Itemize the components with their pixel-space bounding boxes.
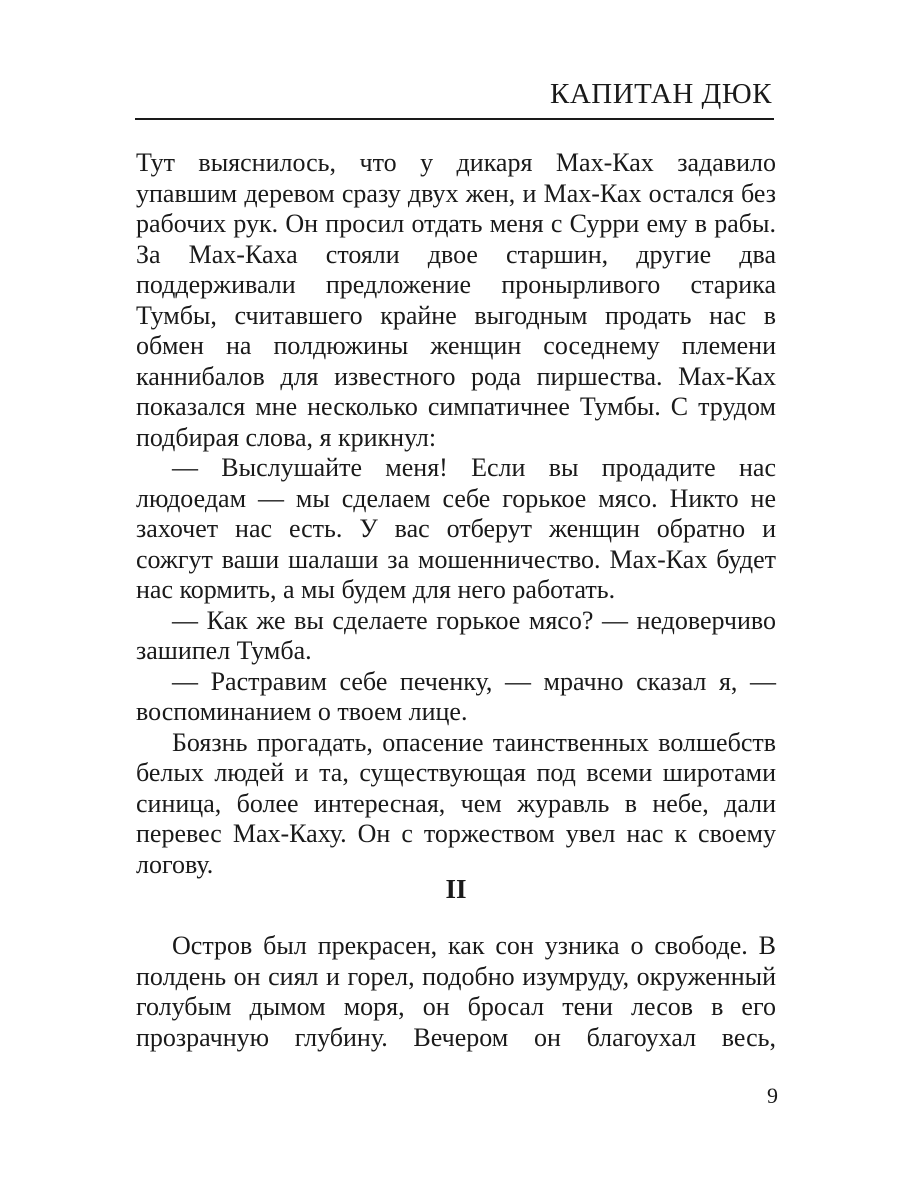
- running-header-title: КАПИТАН ДЮК: [549, 78, 772, 110]
- section-heading-block: [136, 874, 776, 905]
- section-text: [136, 931, 776, 1053]
- section-heading: II: [445, 874, 467, 904]
- paragraph: — Выслушайте меня! Если вы продадите нас людоедам — мы сделаем себе горькое мясо. Никто не захочет нас есть. У вас отберут женщин обратно и сожгут ваши шалаши за мошенничество. Мах-Ках будет нас кормить, а мы будем для него работать.: [136, 453, 776, 604]
- paragraph: Боязнь прогадать, опасение таинственных волшебств белых людей и та, существующая под всеми широтами синица, более интересная, чем журавль в небе, дали перевес Мах-Каху. Он с торжеством увел нас к своему логову.: [136, 727, 776, 879]
- main-text: [136, 148, 776, 880]
- paragraph: — Растравим себе печенку, — мрачно сказал я, — воспоминанием о твоем лице.: [136, 666, 776, 726]
- paragraph: Остров был прекрасен, как сон узника о свободе. В полдень он сиял и горел, подобно изумруду, окруженный голубым дымом моря, он бросал тени лесов в его прозрачную глубину. Вечером он благоухал весь,: [136, 931, 776, 1052]
- header-rule: [135, 118, 774, 120]
- paragraph: — Как же вы сделаете горькое мясо? — недоверчиво зашипел Тумба.: [136, 605, 776, 665]
- page-number: 9: [767, 1083, 778, 1108]
- paragraph: Тут выяснилось, что у дикаря Мах-Ках задавило упавшим деревом сразу двух жен, и Мах-Ках остался без рабочих рук. Он просил отдать меня с Сурри ему в рабы. За Мах-Каха стояли двое старшин, другие два поддерживали предложение пронырливого старика Тумбы, считавшего крайне выгодным продать нас в обмен на полдюжины женщин соседнему племени каннибалов для известного рода пиршества. Мах-Ках показался мне несколько симпатичнее Тумбы. С трудом подбирая слова, я крикнул:: [136, 148, 776, 452]
